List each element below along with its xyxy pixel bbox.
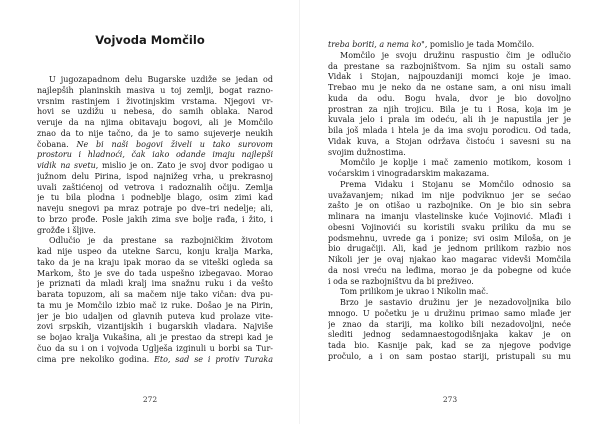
text-line: znao da to nije tačno, da je to samo sujeverje neukih [37, 128, 273, 138]
text-line: vrsnim rastinjem i životinjskim vrstama. Njegovi vr- [37, 96, 273, 106]
italic-span: prostoru i hladnoći, čak iako odande imaju najlepši [37, 150, 273, 160]
text-line: Momčilo je koplje i mač zamenio motikom, kosom i [340, 158, 571, 168]
text-line: kuvala jelo i prala im odeću, ali ih je napustila jer je [328, 115, 571, 125]
italic-span: treba boriti, a nema ko" [328, 40, 425, 49]
text-line: obesni Vojinovići su koristili svaku priliku da mu se [328, 222, 571, 232]
text-line: čuo da su i on i vojvoda Uglješa izginuli u borbi sa Tur- [37, 343, 273, 353]
text-line: se bojao kralja Vukašina, ali je prestao da strepi kad je [37, 333, 273, 342]
text-line [37, 355, 273, 366]
text-span: , pomislio je tada Momčilo. [424, 40, 535, 49]
text-line: Tom prilikom je ukrao i Nikolin mač. [340, 287, 489, 297]
text-line: Vidak kuva, a Stojan održava čistoću i savesni su na [328, 136, 571, 146]
text-line: je priznati da mladi kralj ima snažnu ruku i da vešto [37, 279, 273, 289]
text-line: Trebao mu je neko da ne ostane sam, a oni nisu imali [328, 83, 571, 92]
text-line: naveju snegovi pa mraz potraje po dve–tri nedelje; ali, [37, 204, 273, 213]
text-line: podsmehnu, uvrede ga i ponize; svi osim Miloša, on je [328, 233, 571, 243]
text-line: hovi se uzdižu u nebesa, do samih oblaka. Narod [37, 107, 273, 117]
text-line: Markom, što je sve do tada uspešno izbegavao. Morao [37, 268, 273, 278]
italic-span: vidik na svetu [37, 161, 96, 170]
text-line: bila još mlada i htela je da ima svoju porodicu. Od tada, [328, 126, 571, 135]
text-line: najlepših planinskih masiva u toj zemlji, bogat razno- [37, 85, 273, 95]
text-line: mlinara na imanju vlastelinske kuće Vojinović. Mlađi i [328, 212, 571, 221]
text-span: , mislio je on. Zato je svoj dvor podigao u [95, 161, 273, 170]
italic-span: Ne bi naši bogovi živeli u tako surovom [76, 139, 273, 149]
text-line [37, 140, 273, 151]
text-span: čobana. [37, 139, 77, 149]
text-line: pročulo, a i on sam postao stariji, pristupali su mu [328, 351, 571, 361]
text-span: cima pre nekoliko godina. [37, 354, 155, 364]
text-line [37, 150, 273, 161]
right-page [300, 0, 600, 424]
text-line: kuda da odu. Bogu hvala, dvor je bio dovoljno [328, 93, 571, 103]
text-line: ta mu je Momčilo izbio mač iz ruke. Došao je na Pirin, [37, 300, 273, 310]
text-line: Vidak i Stojan, najpouzdaniji momci koje je imao. [328, 72, 571, 82]
text-line: Brzo je sastavio družinu jer je nezadovoljnika bilo [340, 298, 571, 307]
text-line: da nosi vreću na leđima, morao je da pobegne od kuće [328, 265, 571, 275]
text-line: tada bio. Kasnije pak, kad se za njegove podvige [328, 341, 571, 350]
page-number-right: 273 [442, 395, 458, 404]
text-line: uvali zaštićenoj od vetrova i radoznalih očiju. Zemlja [37, 182, 273, 192]
text-line: Nikoli jer je ovaj njakao kao magarac videvši Momčila [328, 255, 571, 264]
chapter-title: Vojvoda Momčilo [95, 33, 205, 47]
text-line: je znao da stariji, ma koliko bili nezadovoljni, neće [328, 319, 571, 329]
text-line: kad nije uspeo da utekne Šarcu, konju kralja Marka, [37, 247, 273, 256]
text-line: tako da je na kraju ipak morao da se viteški ogleda sa [37, 257, 273, 267]
text-line: je tu bila plodna i podneblje blago, osim zimi kad [37, 193, 273, 203]
text-line: U jugozapadnom delu Bugarske uzdiže se jedan od [49, 75, 273, 84]
text-line: bio drugačiji. Ali, kad je jednom prilikom razbio nos [328, 244, 571, 254]
text-line: i oda se razbojništvu da bi preživeo. [328, 276, 474, 286]
italic-span: Eto, sad se i protiv Turaka [154, 354, 273, 364]
text-line [37, 161, 273, 172]
text-line: jer je bio udaljen od glavnih puteva kud prolaze vite- [37, 311, 273, 321]
text-line: grožđe i šljive. [37, 225, 96, 235]
text-line: zovi srpskih, vizantijskih i bugarskih vladara. Najviše [37, 322, 273, 332]
text-line: zašto je on otišao u razbojnike. On je bio sin sebra [328, 201, 571, 211]
text-line: slediti jednog sedamnaestogodišnjaka kakav je on [328, 330, 571, 340]
text-line: mnogo. U početku je u družinu primao samo mlađe jer [328, 308, 571, 318]
left-page-text [37, 75, 273, 365]
text-line: južnom delu Pirina, ispod najnižeg vrha, u prekrasnoj [37, 171, 273, 181]
text-line: voćarskim i vinogradarskim makazama. [328, 169, 490, 178]
text-line: da prestane sa razbojništvom. Sa njim su ostali samo [328, 61, 571, 71]
text-line: veruje da na njima obitavaju bogovi, ali je Momčilo [37, 118, 273, 127]
text-line: to brzo prođe. Posle jakih zima sve bolje rađa, i žito, i [37, 214, 273, 224]
text-line: uvažavanjem; nikad im nije podviknuo jer se sećao [328, 190, 571, 200]
text-line: barata topuzom, ali sa mačem nije tako vičan: dva pu- [37, 290, 273, 299]
text-line: Prema Vidaku i Stojanu se Momčilo odnosio sa [340, 179, 571, 189]
text-line: prostran za njih trojicu. Bila je tu i Rosa, koja im je [328, 104, 571, 114]
page-number-left: 272 [142, 395, 158, 404]
text-line: svojim dužnostima. [328, 147, 406, 157]
text-line: Odlučio je da prestane sa razbojničkim životom [49, 236, 273, 246]
right-page-text [328, 40, 571, 363]
text-line [328, 40, 571, 51]
text-line: Momčilo je svoju družinu raspustio čim je odlučio [340, 50, 571, 60]
